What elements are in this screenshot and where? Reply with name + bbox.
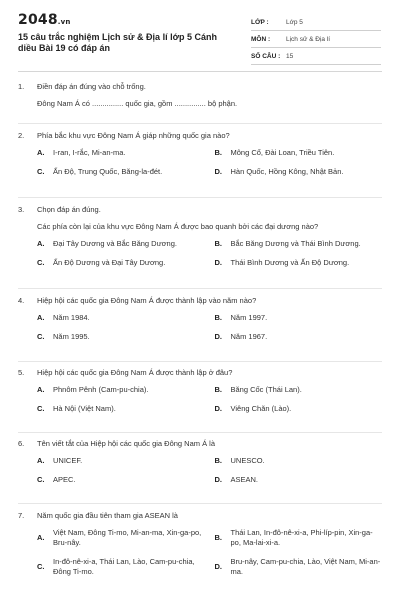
question-text: Năm quốc gia đầu tiên tham gia ASEAN là: [37, 511, 178, 520]
question-4: [18, 296, 382, 342]
option-text: In-đô-nê-xi-a, Thái Lan, Lào, Cam-pu-chia, Đông Ti-mo.: [53, 557, 195, 576]
question-text: Tên viết tắt của Hiệp hội các quốc gia Đông Nam Á là: [37, 439, 216, 448]
option-text: ASEAN.: [230, 475, 259, 484]
option-b[interactable]: [215, 239, 383, 249]
question-number: 3.: [18, 205, 25, 214]
question-text: Điền đáp án đúng vào chỗ trống.: [37, 82, 146, 91]
option-c[interactable]: [37, 475, 205, 485]
option-a[interactable]: [37, 528, 205, 548]
option-c[interactable]: [37, 557, 205, 577]
option-letter: C.: [37, 475, 45, 484]
site-logo[interactable]: [18, 12, 71, 28]
question-divider: [18, 432, 382, 433]
option-d[interactable]: [215, 404, 383, 414]
question-5: [18, 368, 382, 414]
option-text: Bru-nây, Cam-pu-chia, Lào, Việt Nam, Mi-an-ma.: [230, 557, 381, 576]
question-text: Hiệp hội các quốc gia Đông Nam Á được thành lập vào năm nào?: [37, 296, 257, 305]
option-text: Mông Cổ, Đài Loan, Triều Tiên.: [230, 148, 335, 157]
option-letter: B.: [214, 456, 222, 465]
option-text: Năm 1997.: [230, 313, 268, 322]
option-text: Ấn Độ Dương và Đại Tây Dương.: [53, 258, 166, 267]
answer-options: [18, 313, 382, 342]
option-text: UNICEF.: [53, 456, 83, 465]
option-d[interactable]: [215, 475, 383, 485]
option-letter: A.: [37, 239, 45, 248]
answer-options: [18, 385, 382, 414]
worksheet-title: 15 câu trắc nghiệm Lịch sử & Địa lí lớp 5 Cánh diều Bài 19 có đáp án: [18, 32, 217, 53]
answer-options: [18, 528, 382, 577]
meta-subject: [251, 31, 381, 48]
header-divider: [18, 71, 382, 72]
option-letter: B.: [214, 385, 222, 394]
logo-main: 2048: [18, 12, 58, 28]
option-letter: C.: [37, 562, 45, 571]
option-letter: B.: [214, 148, 222, 157]
meta-label: MÔN :: [251, 35, 271, 43]
option-letter: A.: [37, 148, 45, 157]
option-text: Thái Lan, In-đô-nê-xi-a, Phi-líp-pin, Xin-ga-po, Ma-lai-xi-a.: [230, 528, 373, 547]
option-text: Đại Tây Dương và Bắc Băng Dương.: [53, 239, 177, 248]
option-text: Năm 1984.: [53, 313, 90, 322]
answer-options: [18, 456, 382, 485]
question-divider: [18, 197, 382, 198]
option-text: Bắc Băng Dương và Thái Bình Dương.: [230, 239, 361, 248]
option-text: Phnôm Pênh (Cam-pu-chia).: [53, 385, 149, 394]
question-number: 4.: [18, 296, 25, 305]
option-d[interactable]: [215, 258, 383, 268]
worksheet-header: [0, 0, 400, 72]
option-text: I-ran, I-rắc, Mi-an-ma.: [53, 148, 126, 157]
option-a[interactable]: [37, 385, 205, 395]
question-number: 6.: [18, 439, 25, 448]
option-b[interactable]: [215, 385, 383, 395]
option-text: Năm 1967.: [230, 332, 268, 341]
question-divider: [18, 503, 382, 504]
option-letter: D.: [214, 562, 222, 571]
option-b[interactable]: [215, 528, 383, 548]
worksheet-meta: [251, 14, 381, 65]
question-divider: [18, 123, 382, 124]
meta-label: SỐ CÂU :: [251, 52, 281, 60]
question-divider: [18, 288, 382, 289]
question-subtext: Các phía còn lại của khu vực Đông Nam Á được bao quanh bởi các đại dương nào?: [37, 222, 319, 231]
option-c[interactable]: [37, 404, 205, 414]
question-number: 1.: [18, 82, 25, 91]
meta-grade: [251, 14, 381, 31]
option-text: Băng Cốc (Thái Lan).: [230, 385, 302, 394]
option-letter: D.: [214, 404, 222, 413]
answer-options: [18, 239, 382, 268]
option-text: UNESCO.: [230, 456, 265, 465]
option-d[interactable]: [215, 332, 383, 342]
question-number: 5.: [18, 368, 25, 377]
option-text: Việt Nam, Đông Ti-mo, Mi-an-ma, Xin-ga-po, Bru-nây.: [53, 528, 202, 547]
meta-value: Lịch sử & Địa lí: [286, 35, 331, 43]
question-number: 2.: [18, 131, 25, 140]
option-text: Hà Nội (Việt Nam).: [53, 404, 116, 413]
option-letter: D.: [214, 258, 222, 267]
option-letter: B.: [214, 533, 222, 542]
option-letter: C.: [37, 404, 45, 413]
question-divider: [18, 361, 382, 362]
option-b[interactable]: [215, 148, 383, 158]
logo-suffix: .vn: [57, 18, 71, 26]
option-a[interactable]: [37, 313, 205, 323]
option-letter: A.: [37, 385, 45, 394]
question-3: [18, 205, 382, 268]
question-2: [18, 131, 382, 177]
question-1: [18, 82, 382, 109]
meta-label: LỚP :: [251, 18, 269, 26]
option-letter: D.: [214, 332, 222, 341]
meta-value: 15: [286, 52, 294, 60]
option-d[interactable]: [215, 557, 383, 577]
question-number: 7.: [18, 511, 25, 520]
question-text: Hiệp hội các quốc gia Đông Nam Á được thành lập ở đâu?: [37, 368, 233, 377]
option-letter: A.: [37, 533, 45, 542]
option-letter: B.: [214, 313, 222, 322]
option-letter: D.: [214, 167, 222, 176]
option-c[interactable]: [37, 167, 205, 177]
option-text: Năm 1995.: [53, 332, 90, 341]
option-letter: D.: [214, 475, 222, 484]
question-7: [18, 511, 382, 577]
option-text: Hàn Quốc, Hồng Kông, Nhật Bản.: [230, 167, 344, 176]
option-letter: C.: [37, 167, 45, 176]
option-a[interactable]: [37, 456, 205, 466]
meta-value: Lớp 5: [286, 18, 303, 26]
meta-count: [251, 48, 381, 65]
option-a[interactable]: [37, 239, 205, 249]
question-text: Chọn đáp án đúng.: [37, 205, 101, 214]
option-c[interactable]: [37, 332, 205, 342]
option-letter: A.: [37, 456, 45, 465]
question-text: Phía bắc khu vực Đông Nam Á giáp những quốc gia nào?: [37, 131, 230, 140]
option-letter: C.: [37, 258, 45, 267]
option-text: Ấn Độ, Trung Quốc, Băng-la-đét.: [53, 167, 163, 176]
option-b[interactable]: [215, 313, 383, 323]
option-letter: B.: [214, 239, 222, 248]
option-letter: A.: [37, 313, 45, 322]
option-text: APEC.: [53, 475, 76, 484]
option-text: Thái Bình Dương và Ấn Độ Dương.: [230, 258, 350, 267]
question-6: [18, 439, 382, 485]
answer-options: [18, 148, 382, 177]
option-a[interactable]: [37, 148, 205, 158]
option-d[interactable]: [215, 167, 383, 177]
option-letter: C.: [37, 332, 45, 341]
option-c[interactable]: [37, 258, 205, 268]
question-subtext: Đông Nam Á có ............... quốc gia, gồm ............... bộ phận.: [37, 99, 238, 108]
option-text: Viêng Chăn (Lào).: [230, 404, 292, 413]
option-b[interactable]: [215, 456, 383, 466]
